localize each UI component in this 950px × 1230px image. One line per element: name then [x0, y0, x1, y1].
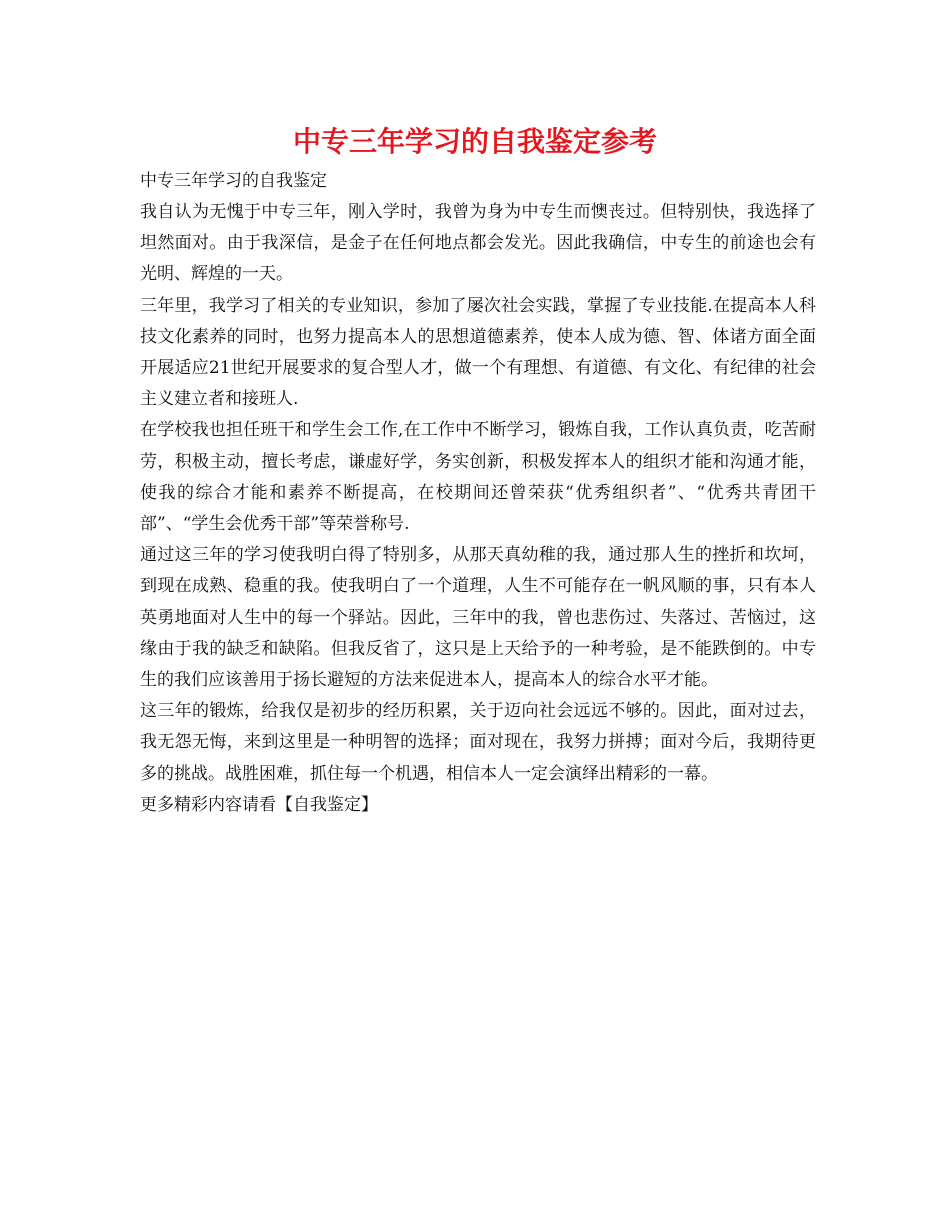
document-subtitle: 中专三年学习的自我鉴定 [140, 171, 327, 191]
document-title: 中专三年学习的自我鉴定参考 [292, 125, 657, 158]
paragraph-2: 三年里，我学习了相关的专业知识，参加了屡次社会实践，掌握了专业技能.在提高本人科技文化素养的同时，也努力提高本人的思想道德素养，使本人成为德、智、体诸方面全面开展适应21世纪开展要求的复合型人才，做一个有理想、有道德、有文化、有纪律的社会主义建立者和接班人. [140, 295, 816, 410]
paragraph-4: 通过这三年的学习使我明白得了特别多，从那天真幼稚的我，通过那人生的挫折和坎坷，到现在成熟、稳重的我。使我明白了一个道理，人生不可能存在一帆风顺的事，只有本人英勇地面对人生中的每一个驿站。因此，三年中的我，曾也悲伤过、失落过、苦恼过，这缘由于我的缺乏和缺陷。但我反省了，这只是上天给予的一种考验，是不能跌倒的。中专生的我们应该善用于扬长避短的方法来促进本人，提高本人的综合水平才能。 [140, 545, 816, 691]
document-body [140, 197, 816, 821]
paragraph-3: 在学校我也担任班干和学生会工作,在工作中不断学习，锻炼自我，工作认真负责，吃苦耐劳，积极主动，擅长考虑，谦虚好学，务实创新，积极发挥本人的组织才能和沟通才能，使我的综合才能和素养不断提高，在校期间还曾荣获“优秀组织者”、“优秀共青团干部”、“学生会优秀干部”等荣誉称号. [140, 420, 816, 535]
paragraph-1: 我自认为无愧于中专三年，刚入学时，我曾为身为中专生而懊丧过。但特别快，我选择了坦然面对。由于我深信，是金子在任何地点都会发光。因此我确信，中专生的前途也会有光明、辉煌的一天。 [140, 202, 816, 285]
paragraph-6-more-link-text: 更多精彩内容请看【自我鉴定】 [140, 794, 378, 815]
paragraph-5: 这三年的锻炼，给我仅是初步的经历积累，关于迈向社会远远不够的。因此，面对过去，我无怨无悔，来到这里是一种明智的选择；面对现在，我努力拼搏；面对今后，我期待更多的挑战。战胜困难，抓住每一个机遇，相信本人一定会演绎出精彩的一幕。 [140, 701, 816, 784]
